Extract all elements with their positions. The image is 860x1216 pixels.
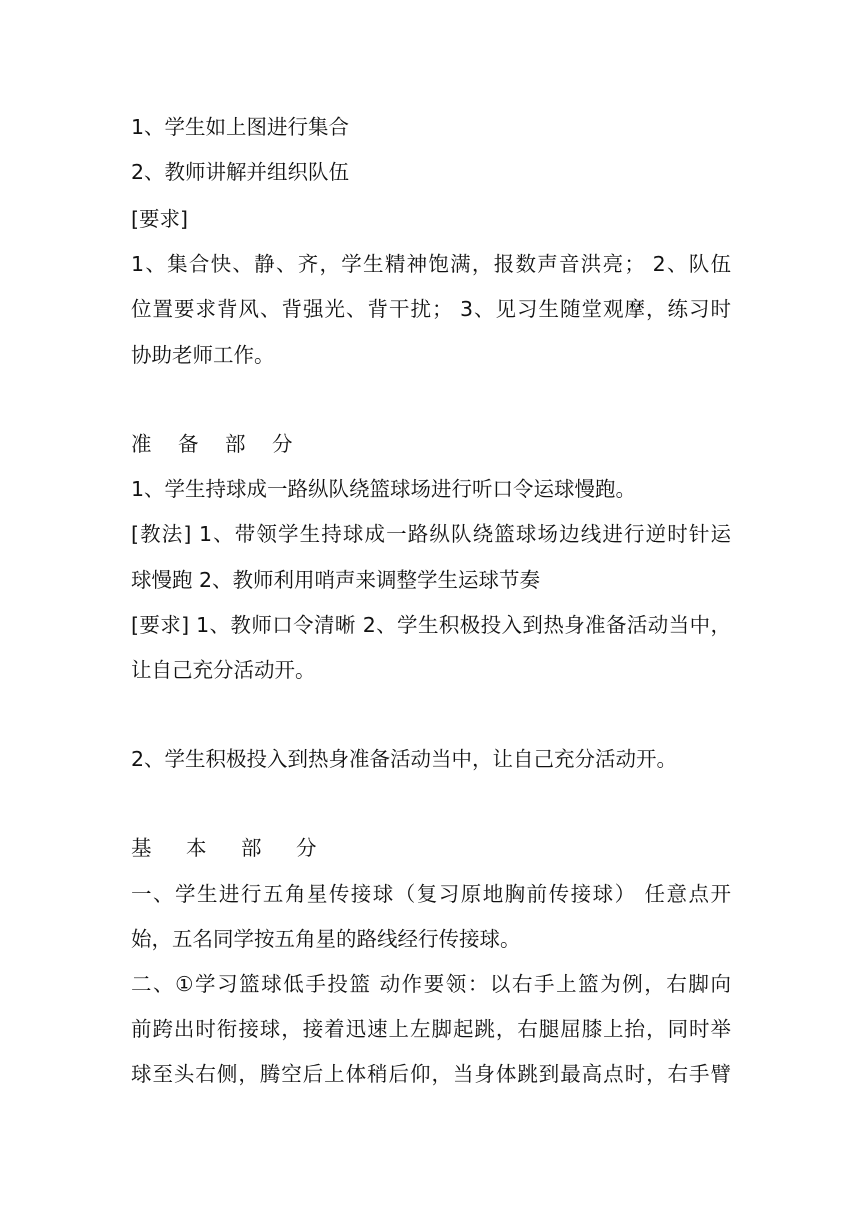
text-line: 1、学生持球成一路纵队绕篮球场进行听口令运球慢跑。 (131, 477, 637, 501)
text-line: [要求] 1、教师口令清晰 2、学生积极投入到热身准备活动当中， (131, 613, 731, 637)
text-line: 前跨出时衔接球，接着迅速上左脚起跳，右腿屈膝上抬，同时举 (131, 1017, 731, 1041)
section-heading-preparation: 准 备 部 分 (131, 432, 303, 456)
text-line: 球至头右侧，腾空后上体稍后仰，当身体跳到最高点时，右手臂 (131, 1062, 731, 1086)
text-line: 协助老师工作。 (131, 343, 275, 367)
section-heading-basic: 基 本 部 分 (131, 836, 331, 860)
text-line: 一、学生进行五角星传接球（复习原地胸前传接球） 任意点开 (131, 882, 731, 906)
text-line: 2、教师讲解并组织队伍 (131, 160, 350, 184)
text-line: 球慢跑 2、教师利用哨声来调整学生运球节奏 (131, 568, 541, 592)
text-line: 1、学生如上图进行集合 (131, 115, 350, 139)
text-line: 让自己充分活动开。 (131, 658, 316, 682)
text-line: [教法] 1、带领学生持球成一路纵队绕篮球场边线进行逆时针运 (131, 522, 731, 546)
text-line: 二、①学习篮球低手投篮 动作要领：以右手上篮为例，右脚向 (131, 972, 731, 996)
text-line: 2、学生积极投入到热身准备活动当中，让自己充分活动开。 (131, 747, 678, 771)
text-line: 始，五名同学按五角星的路线经行传接球。 (131, 927, 521, 951)
text-line: 位置要求背风、背强光、背干扰； 3、见习生随堂观摩，练习时 (131, 297, 731, 321)
text-line: [要求] (131, 207, 188, 231)
text-line: 1、集合快、静、齐，学生精神饱满，报数声音洪亮； 2、队伍 (131, 252, 731, 276)
